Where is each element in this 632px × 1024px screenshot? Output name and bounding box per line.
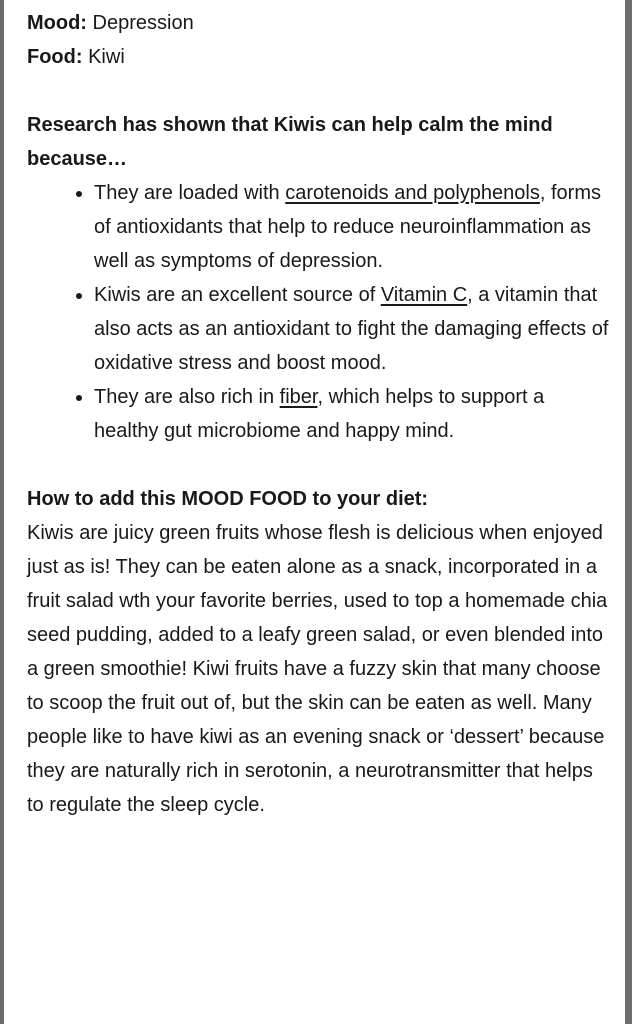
- food-label: Food:: [27, 46, 83, 68]
- benefit-item-antioxidants: [94, 176, 612, 278]
- diet-paragraph: Kiwis are juicy green fruits whose flesh is delicious when enjoyed just as is! They can be eaten alone as a snack, incorporated in a fruit salad wth your favorite berries, used to top a homemade chia seed pudding, added to a leafy green salad, or even blended into a green smoothie! Kiwi fruits have a fuzzy skin that many choose to scoop the fruit out of, but the skin can be eaten as well. Many people like to have kiwi as an evening snack or ‘dessert’ because they are naturally rich in serotonin, a neurotransmitter that helps to regulate the sleep cycle.: [27, 522, 608, 816]
- vitamin-c-link[interactable]: Vitamin C: [380, 284, 468, 306]
- benefit-text: They are also rich in: [94, 386, 280, 408]
- spacer: [27, 74, 612, 108]
- benefit-text: They are loaded with: [94, 182, 286, 204]
- benefit-item-vitamin-c: [94, 278, 612, 380]
- diet-heading: How to add this MOOD FOOD to your diet:: [27, 488, 429, 510]
- food-line: [27, 40, 612, 74]
- mood-label: Mood:: [27, 12, 87, 34]
- benefits-list: [27, 176, 612, 448]
- benefit-text: Kiwis are an excellent source of: [94, 284, 381, 306]
- research-heading: Research has shown that Kiwis can help calm the mind because…: [27, 114, 553, 170]
- spacer: [27, 448, 612, 482]
- benefit-text: , forms of antioxidants that help to reduce neuroinflammation as well as symptoms of depression.: [94, 182, 601, 272]
- mood-line: [27, 6, 612, 40]
- food-value: Kiwi: [88, 46, 125, 68]
- mood-value: Depression: [92, 12, 194, 34]
- fiber-link[interactable]: fiber: [279, 386, 318, 408]
- benefit-text: , which helps to support a healthy gut microbiome and happy mind.: [94, 386, 545, 442]
- carotenoids-polyphenols-link[interactable]: carotenoids and polyphenols: [285, 182, 540, 204]
- benefit-text: , a vitamin that also acts as an antioxidant to fight the damaging effects of oxidative stress and boost mood.: [94, 284, 609, 374]
- document-content: [4, 0, 625, 822]
- benefit-item-fiber: [94, 380, 612, 448]
